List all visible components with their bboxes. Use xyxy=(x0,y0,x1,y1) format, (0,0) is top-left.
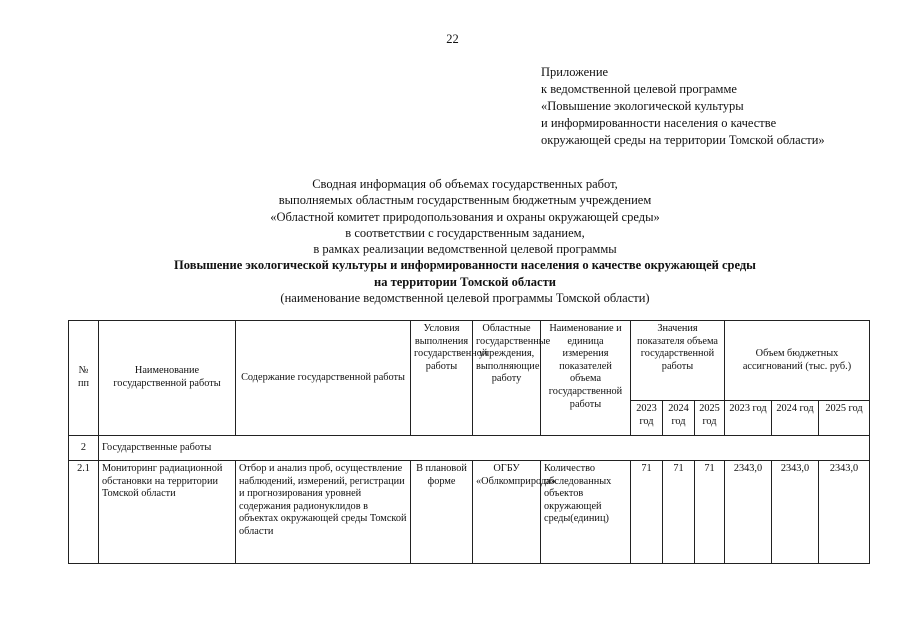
row-work-name: Мониторинг радиационной обстановки на территории Томской области xyxy=(99,461,236,564)
appendix-line: к ведомственной целевой программе xyxy=(541,82,737,96)
header-num: № пп xyxy=(69,321,99,436)
row-value-2023: 71 xyxy=(631,461,663,564)
document-title xyxy=(0,176,905,306)
program-name: на территории Томской области xyxy=(374,274,556,289)
appendix-line: и информированности населения о качестве xyxy=(541,116,777,130)
header-conditions: Условия выполнения государственной работы xyxy=(411,321,473,436)
header-year: 2025 год xyxy=(695,401,725,436)
header-year: 2025 год xyxy=(819,401,870,436)
header-year: 2023 год xyxy=(631,401,663,436)
row-content: Отбор и анализ проб, осуществление наблюдений, измерений, регистрации и прогнозирования уровней содержания радионуклидов в объектах окружающей среды Томской области xyxy=(236,461,411,564)
title-line: в рамках реализации ведомственной целевой программы xyxy=(313,242,617,257)
page-number: 22 xyxy=(446,32,459,46)
table-row xyxy=(69,461,870,564)
program-name: Повышение экологической культуры и информированности населения о качестве окружающей среды xyxy=(174,258,756,273)
title-line: в соответствии с государственным заданием, xyxy=(345,225,585,240)
row-value-2024: 71 xyxy=(663,461,695,564)
appendix-line: «Повышение экологической культуры xyxy=(541,99,744,113)
section-label: Государственные работы xyxy=(99,436,870,461)
header-values-group: Значения показателя объема государственной работы xyxy=(631,321,725,401)
row-num: 2.1 xyxy=(69,461,99,564)
row-budget-2025: 2343,0 xyxy=(819,461,870,564)
row-budget-2024: 2343,0 xyxy=(772,461,819,564)
header-year: 2024 год xyxy=(772,401,819,436)
header-content: Содержание государственной работы xyxy=(236,321,411,436)
header-year: 2024 год xyxy=(663,401,695,436)
header-budget-group: Объем бюджетных ассигнований (тыс. руб.) xyxy=(725,321,870,401)
appendix-line: окружающей среды на территории Томской области» xyxy=(541,133,825,147)
row-budget-2023: 2343,0 xyxy=(725,461,772,564)
row-value-2025: 71 xyxy=(695,461,725,564)
title-line: «Областной комитет природопользования и охраны окружающей среды» xyxy=(270,209,660,224)
table-header-row xyxy=(69,321,870,401)
header-year: 2023 год xyxy=(725,401,772,436)
header-work-name: Наименование государственной работы xyxy=(99,321,236,436)
program-caption: (наименование ведомственной целевой программы Томской области) xyxy=(280,291,650,306)
title-line: выполняемых областным государственным бюджетным учреждением xyxy=(278,193,652,208)
row-indicator: Количество обследованных объектов окружающей среды(единиц) xyxy=(541,461,631,564)
title-line: Сводная информация об объемах государственных работ, xyxy=(312,177,618,191)
appendix-line: Приложение xyxy=(541,65,609,79)
appendix-note xyxy=(541,64,825,149)
row-conditions: В плановой форме xyxy=(411,461,473,564)
section-num: 2 xyxy=(69,436,99,461)
works-table xyxy=(68,320,870,564)
row-institution: ОГБУ «Облкомприрода» xyxy=(473,461,541,564)
header-indicator: Наименование и единица измерения показателей объема государственной работы xyxy=(541,321,631,436)
table-section-row xyxy=(69,436,870,461)
header-institutions: Областные государственные учреждения, выполняющие работу xyxy=(473,321,541,436)
